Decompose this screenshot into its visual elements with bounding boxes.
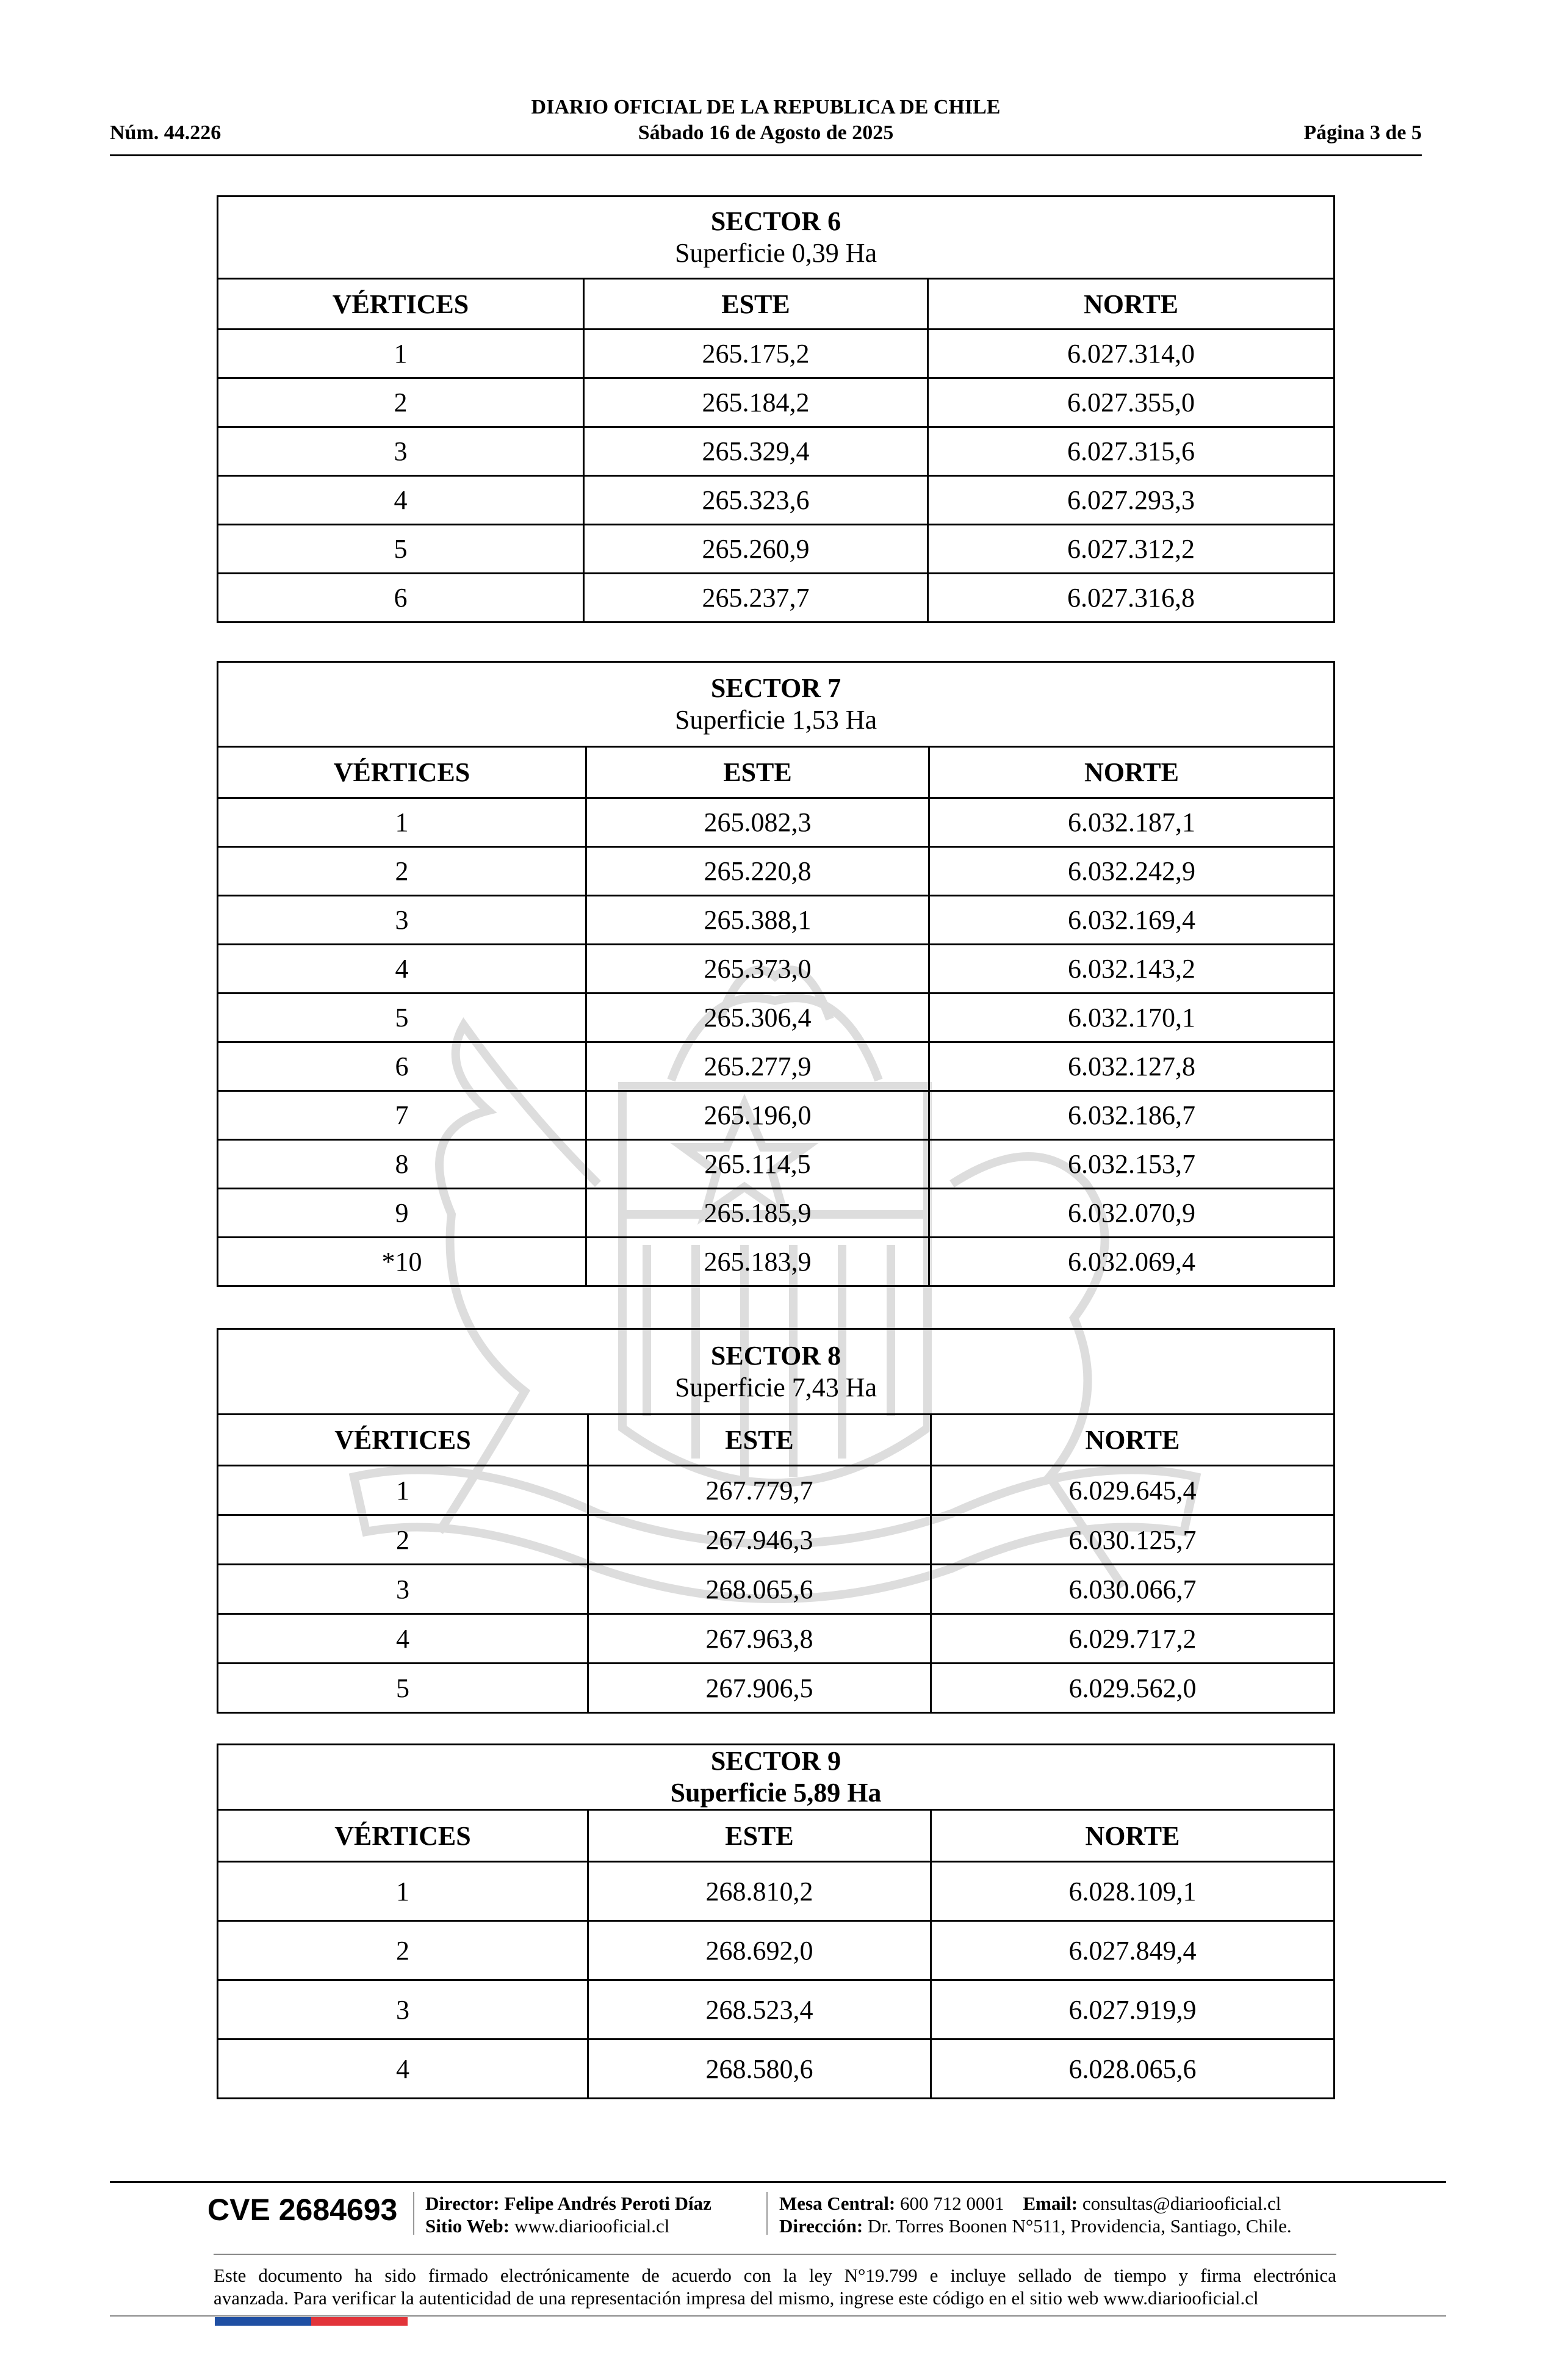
este-cell: 265.329,4 — [584, 427, 928, 476]
column-header-norte: NORTE — [931, 1810, 1334, 1862]
norte-cell: 6.028.065,6 — [931, 2039, 1334, 2099]
cve-code: CVE 2684693 — [207, 2193, 398, 2227]
vertex-cell: 2 — [218, 847, 586, 896]
norte-cell: 6.032.169,4 — [929, 896, 1334, 945]
sector-name: SECTOR 7 — [710, 673, 841, 703]
vertex-cell: *10 — [218, 1238, 586, 1286]
norte-cell: 6.029.645,4 — [931, 1466, 1334, 1515]
column-header-este: ESTE — [584, 279, 928, 330]
table-row — [218, 945, 1334, 993]
sector-caption — [218, 1745, 1334, 1810]
vertex-cell: 4 — [218, 1614, 588, 1664]
footer-divider — [214, 2254, 1336, 2255]
vertex-cell: 3 — [218, 896, 586, 945]
este-cell: 268.523,4 — [588, 1980, 931, 2039]
table-row — [218, 896, 1334, 945]
este-cell: 265.196,0 — [586, 1091, 929, 1140]
footer-contact-block — [779, 2192, 1292, 2237]
este-cell: 265.306,4 — [586, 993, 929, 1042]
table-row — [218, 525, 1334, 574]
email-label: Email: — [1023, 2193, 1078, 2214]
table-row — [218, 847, 1334, 896]
este-cell: 265.082,3 — [586, 798, 929, 847]
norte-cell: 6.027.316,8 — [928, 574, 1334, 622]
table-row — [218, 476, 1334, 525]
mesa-phone: 600 712 0001 — [900, 2193, 1004, 2214]
sector-area: Superficie 5,89 Ha — [670, 1778, 882, 1808]
vertex-cell: 4 — [218, 476, 584, 525]
vertex-cell: 3 — [218, 427, 584, 476]
vertex-cell: 4 — [218, 945, 586, 993]
vertex-cell: 8 — [218, 1140, 586, 1189]
footer-bottom-rule — [110, 2315, 1446, 2317]
norte-cell: 6.032.242,9 — [929, 847, 1334, 896]
este-cell: 265.114,5 — [586, 1140, 929, 1189]
column-header-este: ESTE — [586, 747, 929, 798]
norte-cell: 6.030.066,7 — [931, 1565, 1334, 1614]
table-row — [218, 1980, 1334, 2039]
este-cell: 265.175,2 — [584, 330, 928, 378]
vertex-cell: 5 — [218, 525, 584, 574]
table-row — [218, 1614, 1334, 1664]
legal-line-1: Este documento ha sido firmado electrónicamente de acuerdo con la ley N°19.799 e incluye sellado de tiempo y firma electrónica — [214, 2265, 1336, 2286]
este-cell: 265.184,2 — [584, 378, 928, 427]
vertex-cell: 1 — [218, 1862, 588, 1921]
este-cell: 265.323,6 — [584, 476, 928, 525]
este-cell: 267.946,3 — [588, 1515, 931, 1565]
table-row — [218, 427, 1334, 476]
address-text: Dr. Torres Boonen N°511, Providencia, Santiago, Chile. — [867, 2215, 1292, 2237]
norte-cell: 6.032.186,7 — [929, 1091, 1334, 1140]
column-header-norte: NORTE — [931, 1415, 1334, 1466]
vertex-cell: 3 — [218, 1565, 588, 1614]
norte-cell: 6.027.355,0 — [928, 378, 1334, 427]
flag-red-segment — [311, 2317, 408, 2326]
norte-cell: 6.032.143,2 — [929, 945, 1334, 993]
table-row — [218, 1042, 1334, 1091]
sector-9-table — [217, 1744, 1335, 2099]
footer-rule — [110, 2181, 1446, 2183]
sector-name: SECTOR 6 — [710, 206, 841, 236]
table-row — [218, 1664, 1334, 1713]
vertex-cell: 4 — [218, 2039, 588, 2099]
table-row — [218, 1140, 1334, 1189]
norte-cell: 6.032.187,1 — [929, 798, 1334, 847]
norte-cell: 6.032.170,1 — [929, 993, 1334, 1042]
este-cell: 265.277,9 — [586, 1042, 929, 1091]
table-row — [218, 1565, 1334, 1614]
vertex-cell: 2 — [218, 1515, 588, 1565]
vertex-cell: 7 — [218, 1091, 586, 1140]
sector-area: Superficie 0,39 Ha — [674, 238, 877, 268]
footer-separator — [766, 2192, 768, 2235]
table-row — [218, 1091, 1334, 1140]
mesa-label: Mesa Central: — [779, 2193, 896, 2214]
column-header-vertices: VÉRTICES — [218, 1415, 588, 1466]
este-cell: 267.963,8 — [588, 1614, 931, 1664]
este-cell: 265.260,9 — [584, 525, 928, 574]
table-row — [218, 1189, 1334, 1238]
table-row — [218, 1862, 1334, 1921]
norte-cell: 6.029.717,2 — [931, 1614, 1334, 1664]
table-row — [218, 1921, 1334, 1980]
norte-cell: 6.027.293,3 — [928, 476, 1334, 525]
sector-caption — [218, 197, 1334, 279]
email-link[interactable]: consultas@diariooficial.cl — [1082, 2193, 1281, 2214]
este-cell: 267.906,5 — [588, 1664, 931, 1713]
este-cell: 268.692,0 — [588, 1921, 931, 1980]
norte-cell: 6.030.125,7 — [931, 1515, 1334, 1565]
table-row — [218, 378, 1334, 427]
column-header-vertices: VÉRTICES — [218, 747, 586, 798]
table-row — [218, 1238, 1334, 1286]
vertex-cell: 2 — [218, 378, 584, 427]
column-header-vertices: VÉRTICES — [218, 1810, 588, 1862]
este-cell: 265.220,8 — [586, 847, 929, 896]
sector-6-table — [217, 195, 1335, 623]
page-number: Página 3 de 5 — [1303, 121, 1422, 144]
este-cell: 268.065,6 — [588, 1565, 931, 1614]
column-header-este: ESTE — [588, 1810, 931, 1862]
sector-area: Superficie 7,43 Ha — [674, 1372, 877, 1402]
este-cell: 265.183,9 — [586, 1238, 929, 1286]
norte-cell: 6.027.919,9 — [931, 1980, 1334, 2039]
table-row — [218, 993, 1334, 1042]
legal-notice — [214, 2264, 1336, 2309]
norte-cell: 6.032.153,7 — [929, 1140, 1334, 1189]
norte-cell: 6.032.127,8 — [929, 1042, 1334, 1091]
vertex-cell: 6 — [218, 574, 584, 622]
table-row — [218, 1466, 1334, 1515]
norte-cell: 6.028.109,1 — [931, 1862, 1334, 1921]
norte-cell: 6.027.314,0 — [928, 330, 1334, 378]
flag-blue-segment — [215, 2317, 311, 2326]
header-rule — [110, 154, 1422, 156]
norte-cell: 6.032.069,4 — [929, 1238, 1334, 1286]
sector-8-table — [217, 1328, 1335, 1714]
sector-name: SECTOR 9 — [710, 1746, 841, 1776]
issue-number: Núm. 44.226 — [110, 121, 222, 144]
norte-cell: 6.029.562,0 — [931, 1664, 1334, 1713]
este-cell: 265.373,0 — [586, 945, 929, 993]
page-header — [110, 95, 1422, 159]
sector-7-table — [217, 661, 1335, 1287]
sector-area: Superficie 1,53 Ha — [674, 705, 877, 735]
column-header-este: ESTE — [588, 1415, 931, 1466]
este-cell: 265.388,1 — [586, 896, 929, 945]
norte-cell: 6.027.315,6 — [928, 427, 1334, 476]
vertex-cell: 1 — [218, 798, 586, 847]
vertex-cell: 5 — [218, 1664, 588, 1713]
footer-director-block — [425, 2192, 711, 2237]
column-header-norte: NORTE — [928, 279, 1334, 330]
legal-line-2: avanzada. Para verificar la autenticidad de una representación impresa del mismo, ingrese este código en el sitio web www.diariooficial.cl — [214, 2287, 1259, 2309]
vertex-cell: 6 — [218, 1042, 586, 1091]
norte-cell: 6.027.312,2 — [928, 525, 1334, 574]
director-label: Director: — [425, 2193, 500, 2214]
table-row — [218, 574, 1334, 622]
publication-title: DIARIO OFICIAL DE LA REPUBLICA DE CHILE — [531, 96, 1001, 118]
norte-cell: 6.032.070,9 — [929, 1189, 1334, 1238]
table-row — [218, 798, 1334, 847]
sector-name: SECTOR 8 — [710, 1340, 841, 1371]
table-row — [218, 2039, 1334, 2099]
sector-caption — [218, 1329, 1334, 1415]
este-cell: 268.810,2 — [588, 1862, 931, 1921]
column-header-vertices: VÉRTICES — [218, 279, 584, 330]
vertex-cell: 3 — [218, 1980, 588, 2039]
vertex-cell: 2 — [218, 1921, 588, 1980]
norte-cell: 6.027.849,4 — [931, 1921, 1334, 1980]
issue-date: Sábado 16 de Agosto de 2025 — [638, 121, 894, 144]
table-row — [218, 330, 1334, 378]
vertex-cell: 1 — [218, 1466, 588, 1515]
este-cell: 268.580,6 — [588, 2039, 931, 2099]
address-label: Dirección: — [779, 2215, 863, 2237]
director-name: Felipe Andrés Peroti Díaz — [504, 2193, 711, 2214]
web-label: Sitio Web: — [425, 2215, 510, 2237]
vertex-cell: 5 — [218, 993, 586, 1042]
este-cell: 267.779,7 — [588, 1466, 931, 1515]
vertex-cell: 1 — [218, 330, 584, 378]
flag-stripe — [215, 2317, 408, 2326]
column-header-norte: NORTE — [929, 747, 1334, 798]
table-row — [218, 1515, 1334, 1565]
vertex-cell: 9 — [218, 1189, 586, 1238]
sector-caption — [218, 662, 1334, 747]
footer-separator — [413, 2192, 414, 2235]
este-cell: 265.237,7 — [584, 574, 928, 622]
este-cell: 265.185,9 — [586, 1189, 929, 1238]
web-link[interactable]: www.diariooficial.cl — [514, 2215, 670, 2237]
